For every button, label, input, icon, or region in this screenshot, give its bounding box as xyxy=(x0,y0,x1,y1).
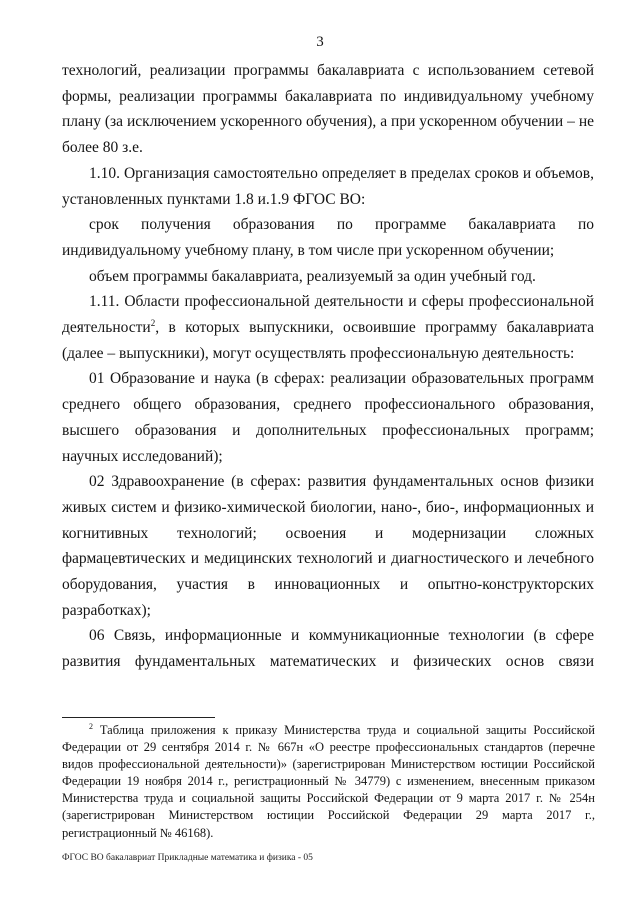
paragraph-area-06: 06 Связь, информационные и коммуникационные технологии (в сфере развития фундаментальных математических и физических основ связи xyxy=(62,627,594,671)
footnote-marker: 2 xyxy=(89,721,93,731)
paragraph-continuation: технологий, реализации программы бакалавриата с использованием сетевой формы, реализации программы бакалавриата по индивидуальному учебному плану (за исключением ускоренного обучения), а при ускоренном обучении – не более 80 з.е. xyxy=(62,62,594,157)
document-body xyxy=(62,58,594,675)
paragraph-term: срок получения образования по программе бакалавриата по индивидуальному учебному плану, в том числе при ускоренном обучении; xyxy=(62,216,594,259)
paragraph-1-11-part-b: , в которых выпускники, освоившие программу бакалавриата (далее – выпускники), могут осуществлять профессиональную деятельность: xyxy=(62,319,594,362)
footnote xyxy=(62,722,595,842)
paragraph-area-01: 01 Образование и наука (в сферах: реализации образовательных программ среднего общего образования, среднего профессионального образования, высшего образования и дополнительных профессиональных программ; научных исследований); xyxy=(62,370,594,465)
paragraph-1-11-part-a: 1.11. Области профессиональной деятельности и сферы профессиональной деятельности xyxy=(62,293,594,337)
footnote-divider xyxy=(62,717,215,718)
paragraph-area-02: 02 Здравоохранение (в сферах: развития фундаментальных основ физики живых систем и физико-химической биологии, нано-, био-, информационных и когнитивных технологий; освоения и модернизации сложных фармацевтических и медицинских технологий и диагностического и лечебного оборудования, участия в инновационных и опытно-конструкторских разработках); xyxy=(62,473,594,619)
footnote-text: Таблица приложения к приказу Министерства труда и социальной защиты Российской Федерации от 29 сентября 2014 г. № 667н «О реестре профессиональных стандартов (перечне видов профессиональной деятельности)» (зарегистрирован Министерством юстиции Российской Федерации 19 ноября 2014 г., регистрационный № 34779) с изменением, внесенным приказом Министерства труда и социальной защиты Российской Федерации от 9 марта 2017 г. № 254н (зарегистрирован Министерством юстиции Российской Федерации 29 марта 2017 г., регистрационный № 46168). xyxy=(62,723,595,840)
paragraph-1-10: 1.10. Организация самостоятельно определяет в пределах сроков и объемов, установленных пунктами 1.8 и.1.9 ФГОС ВО: xyxy=(62,164,594,208)
footer-label: ФГОС ВО бакалавриат Прикладные математика и физика - 05 xyxy=(62,853,313,863)
paragraph-1-11 xyxy=(62,289,594,366)
paragraph-volume: объем программы бакалавриата, реализуемый за один учебный год. xyxy=(89,267,536,285)
footnote-reference[interactable]: 2 xyxy=(150,317,156,328)
page-number: 3 xyxy=(316,34,324,50)
